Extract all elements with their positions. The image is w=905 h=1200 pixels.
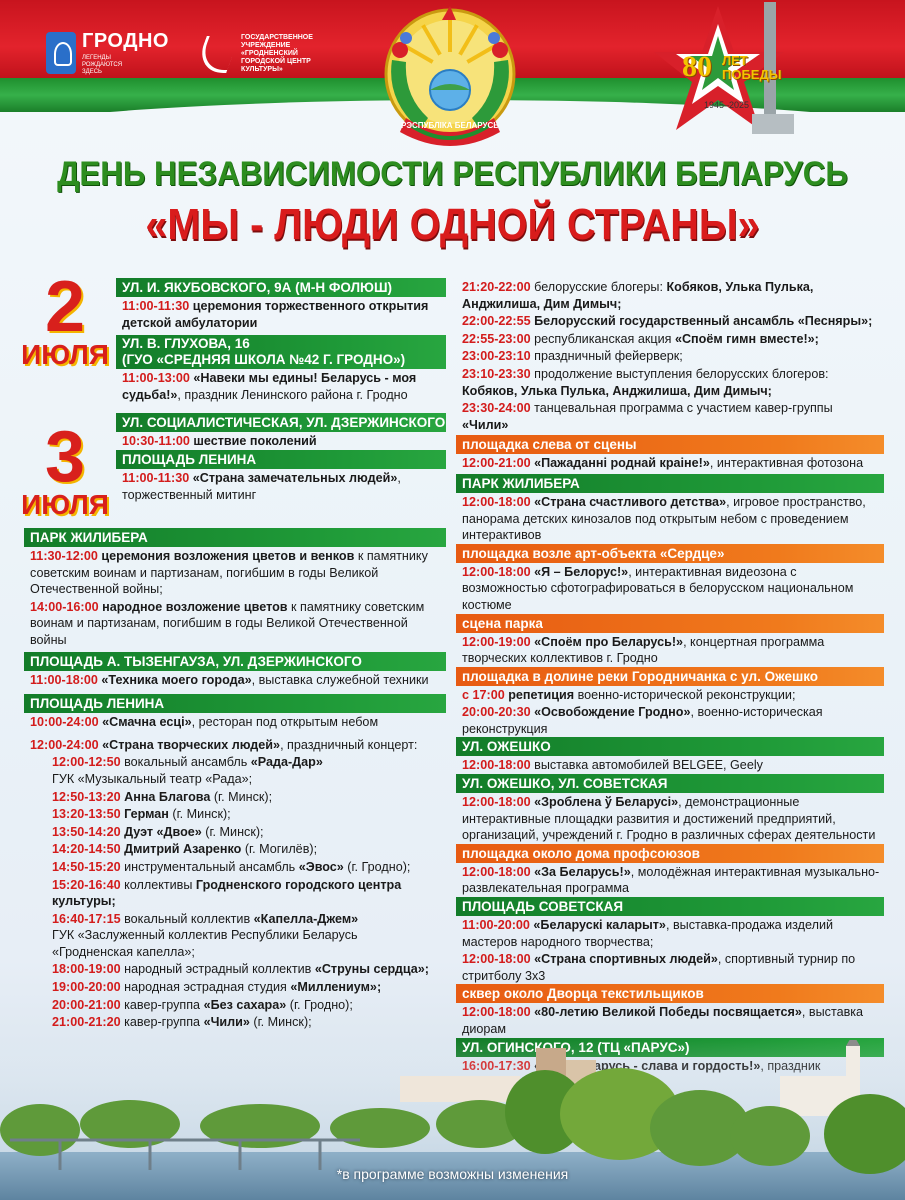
date-day: 3 [44,417,86,497]
concert-text: вокальный ансамбль [120,755,251,770]
concert-performer: «Капелла-Джем» [253,911,359,926]
concert-item [456,365,884,399]
anniversary-years: 1945–2025 [704,100,750,110]
concert-time: 22:00-22:55 [462,314,531,329]
concert-text: (г. Гродно); [343,859,411,874]
concert-line2: ГУК «Музыкальный театр «Рада»; [52,771,253,786]
event-description: военно-исторической реконструкции; [574,687,796,702]
section-header: сцена парка [456,614,884,633]
concert-text: кавер-группа [120,997,204,1012]
section-header: площадка в долине реки Городничанка с ул. Ожешко [456,667,884,686]
concert-item [24,805,446,823]
event-entry [24,736,446,754]
event-time: 11:00-11:30 [122,470,190,485]
concert-item [24,876,446,910]
event-title: «За Беларусь!» [530,864,631,879]
concert-performer: Герман [120,807,169,822]
event-title: «80-летию Великой Победы посвящается» [530,1005,802,1020]
event-time: с 17:00 [462,687,505,702]
event-title: «Страна счастливого детства» [530,494,727,509]
date-day: 2 [44,267,86,347]
event-description: , игровое пространство, панорама детских кинозалов под открытым небом с проведением интерактивов [462,494,866,543]
section-header: ПАРК ЖИЛИБЕРА [456,474,884,493]
concert-performer: Анна Благова [120,789,211,804]
concert-time: 21:00-21:20 [52,1015,121,1030]
event-time: 12:00-18:00 [462,758,531,773]
concert-item [24,823,446,841]
event-title: шествие поколений [193,434,317,449]
event-title: «Страна творческих людей» [102,737,281,752]
concert-time: 12:00-12:50 [52,755,121,770]
event-entry [456,756,884,774]
event-description: , концертная программа творческих коллективов г. Гродно [462,634,825,666]
concert-text: продолжение выступления белорусских блогеров: [530,366,829,381]
event-entry [456,1003,884,1037]
date-month: ИЮЛЯ [21,339,109,370]
event-entry [456,493,884,544]
event-time: 11:00-20:00 [462,918,530,933]
concert-performer: «Чили» [203,1015,250,1030]
concert-line2: ГУК «Заслуженный коллектив Республики Беларусь «Гродненская капелла»; [52,928,358,959]
grodno-logo [46,30,169,76]
concert-time: 13:20-13:50 [52,807,121,822]
event-entry [456,703,884,737]
event-entry [456,633,884,667]
concert-time: 23:30-24:00 [462,401,531,416]
concert-performer: «Рада-Дар» [250,755,323,770]
victory-anniversary-logo [652,2,802,142]
concert-performer: «Споём гимн вместе!»; [674,331,819,346]
concert-text: (г. Минск); [249,1015,312,1030]
event-description: , выставка-продажа изделий мастеров народного творчества; [462,918,834,949]
concert-time: 16:40-17:15 [52,911,121,926]
date-month: ИЮЛЯ [21,489,109,520]
event-time: 12:00-18:00 [462,795,531,810]
event-time: 11:00-18:00 [30,672,98,687]
concert-item [456,399,884,433]
concert-performer: Кобяков, Улька Пулька, Анджилиша, Дим Димыч; [462,383,772,398]
event-description: , спортивный турнир по стритболу 3х3 [462,952,856,983]
concert-performer: «Без сахара» [203,997,287,1012]
event-title: репетиция [504,687,575,702]
event-entry [116,432,446,450]
event-entry [456,793,884,844]
section-header: ПЛОЩАДЬ ЛЕНИНА [116,450,446,469]
concert-item [24,1013,446,1031]
concert-text: коллективы [120,877,196,892]
concert-item [24,840,446,858]
grodno-logo-icon [46,32,76,74]
anniversary-word-let: ЛЕТ [722,53,748,68]
concert-performer: Дмитрий Азаренко [120,842,242,857]
event-description: , демонстрационные интерактивные площадки развития и достижений предприятий, организаций, учреждений г. Гродно в различных сферах деятельности [462,795,876,843]
concert-text: вокальный коллектив [120,911,254,926]
event-description: , интерактивная видеозона с возможностью сфотографироваться в белорусском национальном костюме [462,564,854,612]
concert-time: 14:50-15:20 [52,859,121,874]
section-header: УЛ. ОЖЕШКО, УЛ. СОВЕТСКАЯ [456,774,884,793]
event-description: , праздник Ленинского района г. Гродно [177,387,408,402]
section-header [116,335,446,369]
event-time: 11:30-12:00 [30,549,98,563]
culture-center-logo-text: ГОСУДАРСТВЕННОЕ УЧРЕЖДЕНИЕ «ГРОДНЕНСКИЙ ГОРОДСКОЙ ЦЕНТР КУЛЬТУРЫ» [241,34,313,73]
concert-time: 19:00-20:00 [52,980,121,995]
page-title: ДЕНЬ НЕЗАВИСИМОСТИ РЕСПУБЛИКИ БЕЛАРУСЬ [57,155,848,193]
concert-item [24,858,446,876]
anniversary-word-pobedy: ПОБЕДЫ [722,67,782,82]
event-title: церемония возложения цветов и венков [101,549,355,563]
event-time: 12:00-19:00 [462,634,531,649]
concert-performer: «Чили» [462,417,509,432]
event-entry [24,713,446,731]
concert-text: (г. Минск); [201,824,264,839]
left-lower-column [24,528,446,1031]
event-description: , выставка диорам [462,1005,864,1036]
concert-performer: Гродненского городского центра культуры; [52,877,402,909]
event-title: «Страна замечательных людей» [192,470,398,485]
event-entry [24,671,446,689]
event-entry [456,950,884,984]
section-header: площадка около дома профсоюзов [456,844,884,863]
concert-item [456,278,884,312]
event-title: «Споём про Беларусь!» [530,634,684,649]
section-header: ПАРК ЖИЛИБЕРА [24,528,446,547]
section-header-line: УЛ. В. ГЛУХОВА, 16 [122,336,250,352]
event-description: , торжественный митинг [122,470,401,502]
event-entry [24,547,446,598]
concert-text: (г. Могилёв); [241,842,318,857]
section-header: ПЛОЩАДЬ ЛЕНИНА [24,694,446,713]
event-description: , выставка служебной техники [251,672,429,687]
grodno-logo-name: ГРОДНО [82,30,169,52]
event-description: , праздничный концерт: [280,737,418,752]
event-title: «Техника моего города» [101,672,252,687]
event-description: , молодёжная интерактивная музыкально-развлекательная программа [462,864,880,896]
left-upper-column [116,278,446,503]
event-title: народное возложение цветов [102,599,288,614]
section-header: сквер около Дворца текстильщиков [456,984,884,1003]
event-title: «Смачна есці» [102,715,192,730]
concert-performer: «Эвос» [298,859,344,874]
concert-text: (г. Гродно); [286,997,353,1012]
concert-text: (г. Минск); [210,789,273,804]
event-time: 10:30-11:00 [122,434,190,449]
concert-time: 23:10-23:30 [462,366,531,381]
event-time: 12:00-18:00 [462,864,531,879]
event-description: , военно-историческая реконструкция [462,705,823,736]
concert-item [24,996,446,1014]
event-description: , ресторан под открытым небом [191,715,379,730]
concert-time: 22:55-23:00 [462,331,531,346]
section-header: УЛ. СОЦИАЛИСТИЧЕСКАЯ, УЛ. ДЗЕРЖИНСКОГО [116,413,446,432]
event-time: 10:00-24:00 [30,715,99,730]
section-header: ПЛОЩАДЬ А. ТЫЗЕНГАУЗА, УЛ. ДЗЕРЖИНСКОГО [24,652,446,671]
event-time: 12:00-18:00 [462,494,531,509]
anniversary-number: 80 [682,50,712,83]
page-subtitle: «МЫ - ЛЮДИ ОДНОЙ СТРАНЫ» [145,200,760,249]
concert-item [24,978,446,996]
concert-time: 18:00-19:00 [52,962,121,977]
concert-performer: «Струны сердца»; [314,962,429,977]
culture-center-logo [200,34,331,74]
event-entry [24,598,446,649]
event-title: «Навеки мы едины! Беларусь - моя судьба!» [122,371,417,402]
event-title: «Зроблена ў Беларусі» [530,795,679,810]
concert-item [24,788,446,806]
event-entry [116,369,446,403]
concert-text: народная эстрадная студия [120,980,291,995]
event-time: 14:00-16:00 [30,599,99,614]
concert-performer: Кобяков, Улька Пулька, Анджилиша, Дим Димыч; [462,280,814,311]
event-entry [456,563,884,614]
concert-time: 15:20-16:40 [52,877,121,892]
section-header: площадка возле арт-объекта «Сердце» [456,544,884,563]
concert-time: 12:50-13:20 [52,789,121,804]
concert-text: республиканская акция [530,331,675,346]
event-entry [456,454,884,472]
concert-item [24,753,446,787]
concert-item [24,910,446,961]
concert-text: праздничный фейерверк; [530,349,683,364]
event-entry [116,297,446,331]
event-time: 12:00-18:00 [462,1005,531,1020]
concert-text: кавер-группа [120,1015,204,1030]
event-entry [456,863,884,897]
event-entry [116,469,446,503]
concert-time: 13:50-14:20 [52,824,121,839]
event-title: «Страна спортивных людей» [530,952,718,967]
right-column [456,278,884,1091]
event-entry [456,916,884,950]
event-time: 20:00-20:30 [462,705,531,720]
emblem-ribbon-text: РЭСПУБЛІКА БЕЛАРУСЬ [400,121,500,130]
concert-performer: «Миллениум»; [290,980,382,995]
concert-performer: Дуэт «Двое» [120,824,202,839]
event-description: , интерактивная фотозона [709,456,864,471]
event-time: 12:00-24:00 [30,737,99,752]
event-title: «Освобождение Гродно» [530,705,691,720]
section-header: площадка слева от сцены [456,435,884,454]
concert-text: белорусские блогеры: [530,280,667,294]
concert-time: 21:20-22:00 [462,280,531,294]
event-title: церемония торжественного открытия детской амбулатории [122,299,429,330]
event-time: 12:00-18:00 [462,564,531,579]
event-description: выставка автомобилей BELGEE, Geely [530,758,763,773]
concert-item [24,960,446,978]
concert-text: (г. Минск); [168,807,231,822]
event-time: 11:00-13:00 [122,371,190,386]
concert-time: 14:20-14:50 [52,842,121,857]
concert-text: инструментальный ансамбль [120,859,299,874]
concert-text: танцевальная программа с участием кавер-группы [530,401,833,416]
event-title: «Пажаданні роднай краіне!» [530,456,710,471]
event-description: к памятнику советским воинам и партизанам, погибшим в годы Великой Отечественной войны; [30,549,428,597]
concert-item [456,330,884,348]
anniversary-words [722,54,781,82]
concert-text: народный эстрадный коллектив [120,962,315,977]
concert-time: 20:00-21:00 [52,997,121,1012]
event-description: к памятнику советским воинам и партизанам, погибшим в годы Великой Отечественной войны [30,599,425,647]
section-header: ПЛОЩАДЬ СОВЕТСКАЯ [456,897,884,916]
section-header: УЛ. ОЖЕШКО [456,737,884,756]
grodno-logo-tagline: ЛЕГЕНДЫ РОЖДАЮТСЯ ЗДЕСЬ [82,55,123,75]
section-header: УЛ. И. ЯКУБОВСКОГО, 9А (М-Н ФОЛЮШ) [116,278,446,297]
date-july-2 [18,267,112,370]
event-title: «Я – Белорус!» [530,564,629,579]
event-time: 12:00-18:00 [462,952,531,967]
event-title: «Беларускі каларыт» [529,918,666,933]
date-july-3 [18,417,112,520]
concert-time: 23:00-23:10 [462,349,531,364]
event-entry [456,686,884,704]
event-time: 11:00-11:30 [122,299,190,313]
event-time: 12:00-21:00 [462,456,531,471]
concert-item [456,347,884,365]
footer-note: *в программе возможны изменения [336,1166,569,1182]
concert-item [456,312,884,330]
culture-center-swoosh-icon [193,36,239,73]
section-header-line: (ГУО «СРЕДНЯЯ ШКОЛА №42 Г. ГРОДНО») [122,352,406,368]
state-emblem-icon [366,0,534,160]
concert-performer: Белорусский государственный ансамбль «Песняры»; [530,314,873,329]
